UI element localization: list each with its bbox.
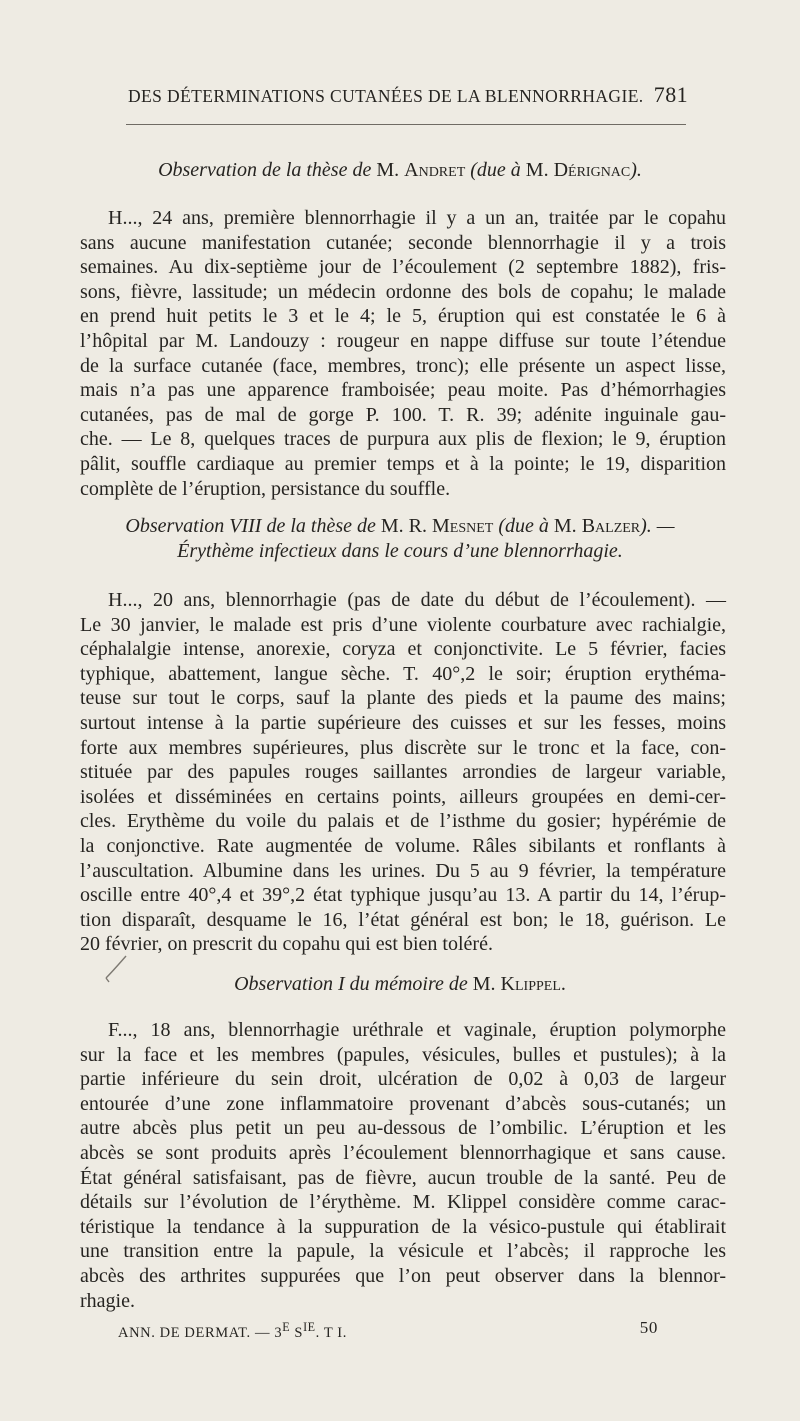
heading-italic: (due à — [493, 515, 549, 537]
text-line: abcès des arthrites suppurées que l’on peut observer dans la blennor- — [80, 1264, 726, 1287]
text-line: l’hôpital par M. Landouzy : rougeur en nappe diffuse sur toute l’étendue — [80, 329, 726, 352]
author-name: Klippel — [500, 973, 561, 995]
text-line: che. — Le 8, quelques traces de purpura aux plis de flexion; le 9, éruption — [80, 428, 726, 451]
text-line: mais n’a pas une apparence framboisée; peau moite. Pas d’hémorrhagies — [80, 379, 726, 402]
running-head — [128, 82, 688, 112]
text-line: typhique, abattement, langue sèche. T. 40°,2 le soir; éruption erythéma- — [80, 662, 726, 685]
text-line: en prend huit petits le 3 et le 4; le 5, éruption qui est constatée le 6 à — [80, 305, 726, 328]
sheet-signature: 50 — [639, 1318, 658, 1337]
running-title: DES DÉTERMINATIONS CUTANÉES DE LA BLENNORRHAGIE. — [128, 86, 644, 106]
heading-italic: ). — [630, 159, 642, 181]
section-heading-3 — [80, 972, 720, 997]
text-line: de la surface cutanée (face, membres, tronc); elle présente un aspect lisse, — [80, 354, 726, 377]
text-line: céphalalgie intense, anorexie, coryza et conjonctivite. Le 5 février, facies — [80, 638, 726, 661]
section-heading-2 — [80, 514, 720, 564]
text-line: téristique la tendance à la suppuration de la vésico-pustule qui établirait — [80, 1215, 726, 1238]
text-line: partie inférieure du sein droit, ulcération de 0,02 à 0,03 de largeur — [80, 1068, 726, 1091]
author-name: Balzer — [581, 515, 641, 537]
text-line: autre abcès plus petit un peu au-dessous de l’ombilic. L’éruption et les — [80, 1117, 726, 1140]
journal-signature: ANN. DE DERMAT. — $3^E$ $S^{IE}$. T I. — [118, 1320, 347, 1341]
heading-text: M. — [520, 159, 554, 181]
author-name: Mesnet — [432, 515, 494, 537]
heading-text: M. — [548, 515, 582, 537]
heading-text: M. — [467, 973, 501, 995]
text-line: pâlit, souffle cardiaque au premier temps et à la pointe; le 19, disparition — [80, 452, 726, 475]
text-line: semaines. Au dix-septième jour de l’écoulement (2 septembre 1882), fris- — [80, 256, 726, 279]
text-line: sans aucune manifestation cutanée; seconde blennorrhagie il y a trois — [80, 231, 726, 254]
text-line: Le 30 janvier, le malade est pris d’une violente courbature avec rachialgie, — [80, 613, 726, 636]
text-line: cutanées, pas de mal de gorge P. 100. T. R. 39; adénite inguinale gau- — [80, 403, 726, 426]
text-line: teuse sur tout le corps, sauf la plante des pieds et la paume des mains; — [80, 687, 726, 710]
heading-italic: Observation de la thèse de — [158, 159, 372, 181]
text-line: H..., 24 ans, première blennorrhagie il y a un an, traitée par le copahu — [108, 207, 726, 229]
text-line: État général satisfaisant, pas de fièvre, aucun trouble de la santé. Peu de — [80, 1166, 726, 1189]
heading-text: M. R. — [375, 515, 432, 537]
section-heading-1 — [80, 158, 720, 183]
text-line: stituée par des papules rouges saillantes arrondies de largeur variable, — [80, 761, 726, 784]
text-line: cles. Erythème du voile du palais et de l’isthme du gosier; hypérémie de — [80, 810, 726, 833]
heading-text: . — [560, 973, 566, 995]
page-number: 781 — [653, 82, 688, 107]
author-name: Andret — [404, 159, 466, 181]
author-name: Dérignac — [553, 159, 631, 181]
text-line: oscille entre 40°,4 et 39°,2 état typhique jusqu’au 13. A partir du 14, l’érup- — [80, 884, 726, 907]
text-line: isolées et disséminées en certains points, ailleurs groupées en demi-cer- — [80, 785, 726, 808]
text-line: sons, fièvre, lassitude; un médecin ordonne des bols de copahu; le malade — [80, 280, 726, 303]
text-line: l’auscultation. Albumine dans les urines. Du 5 au 9 février, la température — [80, 859, 726, 882]
observation-paragraph-2 — [80, 588, 726, 957]
text-line: H..., 20 ans, blennorrhagie (pas de date du début de l’écoulement). — — [108, 589, 726, 611]
heading-text: M. — [371, 159, 405, 181]
heading-italic: Observation I du mémoire de — [234, 973, 468, 995]
observation-paragraph-1 — [80, 206, 726, 501]
text-line: surtout intense à la partie supérieure des cuisses et sur les fesses, moins — [80, 711, 726, 734]
text-line: abcès se sont produits après l’écoulement blennorrhagique et sans cause. — [80, 1141, 726, 1164]
heading-italic: ). — — [640, 515, 675, 537]
text-line: tion disparaît, desquame le 16, l’état général est bon; le 18, guérison. Le — [80, 908, 726, 931]
text-line: une transition entre la papule, la vésicule et l’abcès; il rapproche les — [80, 1240, 726, 1263]
header-rule — [126, 124, 686, 125]
heading-subtitle: Érythème infectieux dans le cours d’une blennorrhagie. — [177, 540, 623, 562]
text-line: rhagie. — [80, 1289, 135, 1312]
text-line: entourée d’une zone inflammatoire provenant d’abcès sous-cutanés; un — [80, 1092, 726, 1115]
text-line: détails sur l’évolution de l’érythème. M. Klippel considère comme carac- — [80, 1191, 726, 1214]
heading-italic: (due à — [465, 159, 521, 181]
text-line: sur la face et les membres (papules, vésicules, bulles et pustules); à la — [80, 1043, 726, 1066]
text-line: complète de l’éruption, persistance du souffle. — [80, 477, 451, 500]
observation-paragraph-3 — [80, 1018, 726, 1313]
text-line: 20 février, on prescrit du copahu qui est bien toléré. — [80, 933, 493, 956]
text-line: la conjonctive. Rate augmentée de volume. Râles sibilants et ronflants à — [80, 834, 726, 857]
text-line: forte aux membres supérieures, plus discrète sur le tronc et la face, con- — [80, 736, 726, 759]
text-line: F..., 18 ans, blennorrhagie uréthrale et vaginale, éruption polymorphe — [108, 1019, 726, 1041]
heading-italic: Observation VIII de la thèse de — [125, 515, 376, 537]
